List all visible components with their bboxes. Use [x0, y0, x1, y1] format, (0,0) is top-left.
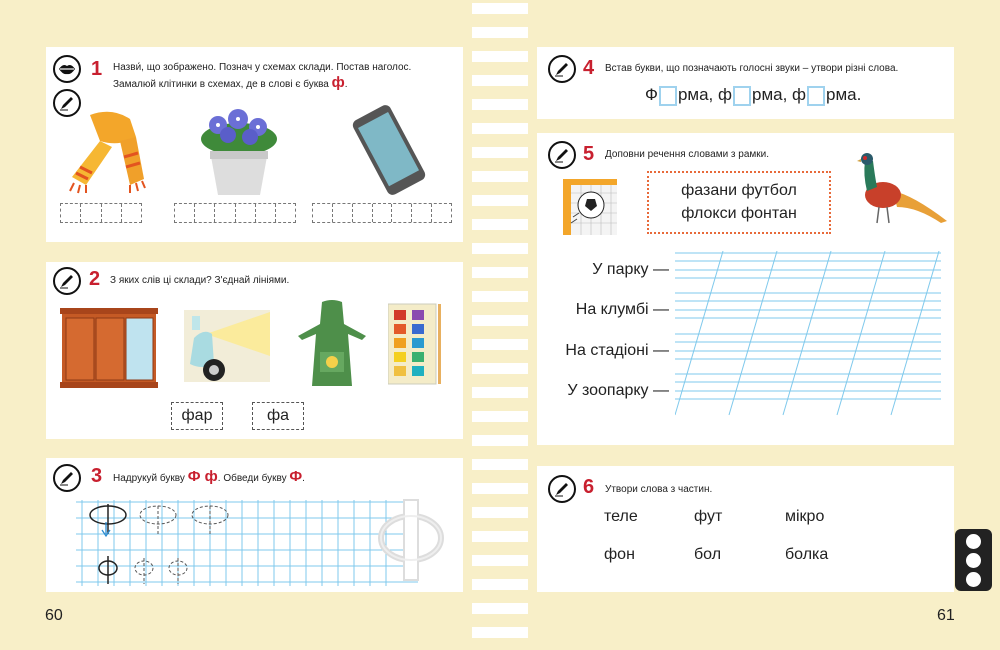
- task-number: 2: [89, 268, 101, 290]
- task-5-card: [537, 133, 954, 445]
- letter-box[interactable]: [733, 86, 751, 106]
- task-2-card: [46, 262, 463, 439]
- word-part[interactable]: теле: [604, 508, 638, 525]
- task-6-card: [537, 466, 954, 592]
- task-number: 5: [583, 143, 595, 165]
- page-number-left: 60: [45, 607, 63, 624]
- traffic-light-icon: [955, 529, 992, 591]
- task-text: Надрукуй букву Ф ф. Обведи букву Ф.: [113, 468, 305, 485]
- task-1-card: [46, 47, 463, 242]
- pencil-icon: [548, 141, 576, 169]
- pencil-icon: [53, 267, 81, 295]
- task-number: 6: [583, 476, 595, 498]
- syllable-box-2[interactable]: фа: [252, 402, 304, 430]
- task-text: Доповни речення словами з рамки.: [605, 149, 770, 160]
- word-frame: [647, 171, 831, 234]
- syllable-box-1[interactable]: фар: [171, 402, 223, 430]
- scarf-icon: [60, 107, 150, 202]
- sentence-label: У парку —: [592, 261, 669, 278]
- task-4-card: [537, 47, 954, 119]
- task-text: Встав букви, що позначають голосні звуки – утвори різні слова.: [605, 63, 899, 74]
- letter-box[interactable]: [659, 86, 677, 106]
- sentence-label: На клумбі —: [575, 301, 669, 318]
- letter-box[interactable]: [807, 86, 825, 106]
- pencil-icon: [548, 55, 576, 83]
- word-part[interactable]: фон: [604, 546, 635, 563]
- task-text: З яких слів ці склади? З'єднай лініями.: [110, 275, 290, 286]
- soccer-ball-icon: [563, 177, 619, 242]
- word-part[interactable]: фут: [694, 508, 723, 525]
- task-text: Утвори слова з частин.: [605, 484, 713, 495]
- page-number-right: 61: [937, 607, 955, 624]
- book-spine: [472, 0, 528, 650]
- wardrobe-icon: [60, 308, 158, 393]
- pheasant-icon: [853, 151, 949, 238]
- task-number: 3: [91, 465, 103, 487]
- flower-pot-icon: [198, 101, 280, 202]
- frame-row: флокси фонтан: [681, 205, 797, 222]
- frame-row: фазани футбол: [681, 182, 797, 199]
- word-part[interactable]: мікро: [785, 508, 825, 525]
- syllable-scheme[interactable]: [60, 203, 142, 223]
- task-number: 4: [583, 57, 595, 79]
- lips-icon: [53, 55, 81, 83]
- outline-letter-f[interactable]: [376, 494, 446, 584]
- word-part[interactable]: бол: [694, 546, 722, 563]
- smartphone-icon: [346, 102, 432, 203]
- sentence-label: У зоопарку —: [567, 382, 669, 399]
- task-number: 1: [91, 58, 103, 80]
- syllable-scheme[interactable]: [312, 203, 452, 223]
- pencil-icon: [548, 475, 576, 503]
- pencil-icon: [53, 464, 81, 492]
- task-text: Назви́, що зображено. Познач у схемах склади. Постав наголос. Замалюй клітинки в схемах, де в слові є буква ф.: [113, 62, 412, 91]
- handwriting-lines[interactable]: [675, 251, 941, 417]
- apron-icon: [296, 300, 368, 393]
- paint-box-icon: [388, 302, 444, 391]
- syllable-scheme[interactable]: [174, 203, 296, 223]
- scooter-icon: [184, 308, 274, 389]
- writing-grid[interactable]: [76, 500, 418, 586]
- word-puzzle: Ф рма, ф рма, ф рма.: [645, 85, 862, 104]
- sentence-label: На стадіоні —: [565, 342, 669, 359]
- task-3-card: [46, 458, 463, 592]
- word-part[interactable]: болка: [785, 546, 829, 563]
